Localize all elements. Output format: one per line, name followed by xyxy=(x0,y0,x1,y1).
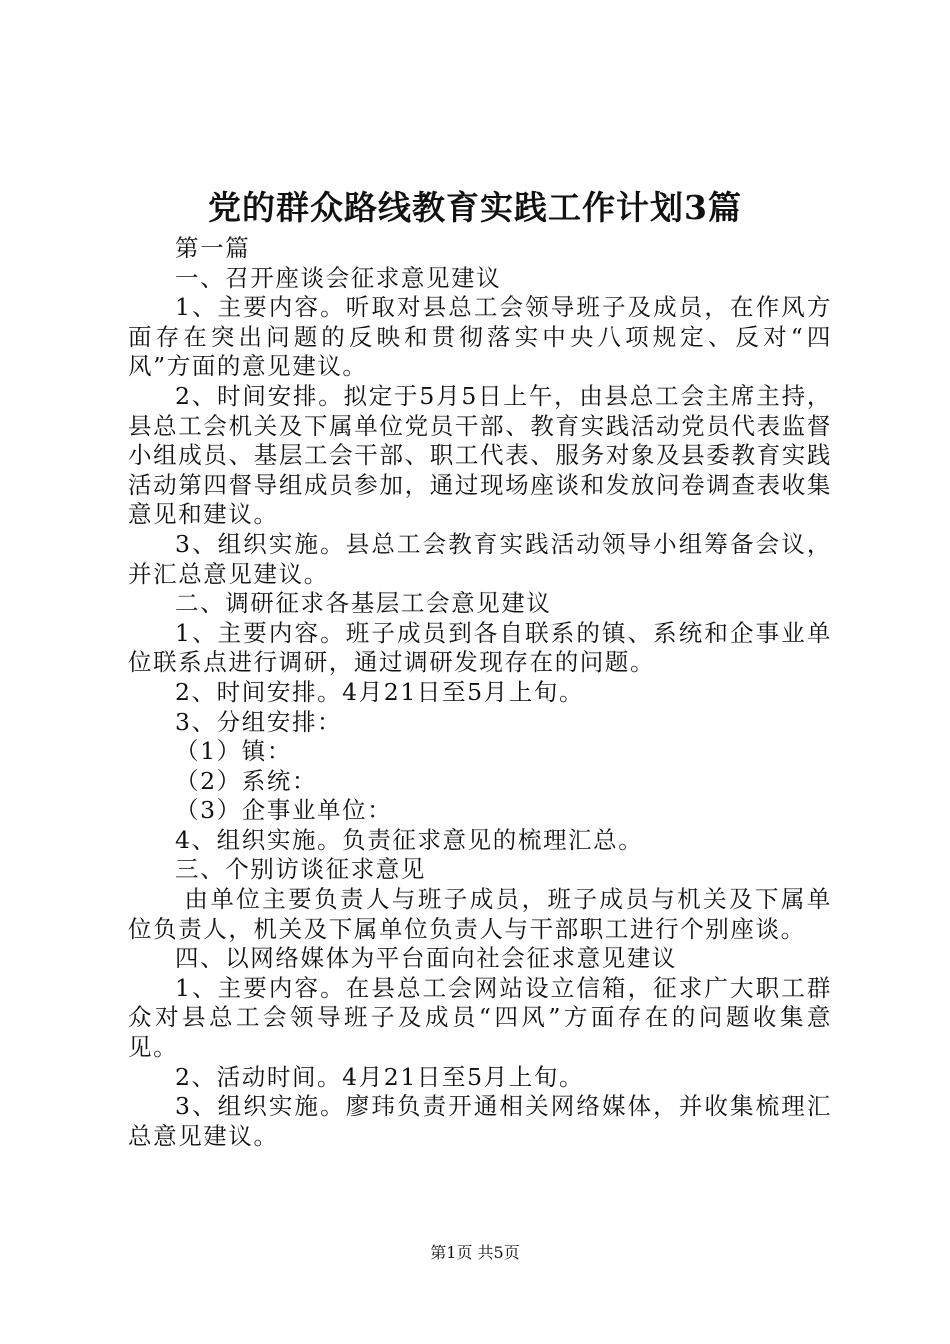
paragraph: 2、活动时间。4月21日至5月上旬。 xyxy=(175,1062,585,1091)
paragraph: 3、组织实施。廖玮负责开通相关网络媒体，并收集梳理汇总意见建议。 xyxy=(128,1092,832,1150)
paragraph-sub-item: （2）系统： xyxy=(175,766,318,795)
paragraph-heading-1: 一、召开座谈会征求意见建议 xyxy=(175,263,502,292)
paragraph: 2、时间安排。拟定于5月5日上午，由县总工会主席主持，县总工会机关及下属单位党员干部、教育实践活动党员代表监督小组成员、基层工会干部、职工代表、服务对象及县委教育实践活动第四督导组成员参加，通过现场座谈和发放问卷调查表收集意见和建议。 xyxy=(128,381,832,529)
paragraph-sub-item: （1）镇： xyxy=(175,737,292,766)
paragraph: 3、组织实施。县总工会教育实践活动领导小组筹备会议，并汇总意见建议。 xyxy=(128,529,832,588)
document-body xyxy=(128,234,832,1151)
paragraph: 1、主要内容。在县总工会网站设立信箱，征求广大职工群众对县总工会领导班子及成员“四风”方面存在的问题收集意见。 xyxy=(128,973,832,1062)
paragraph: 由单位主要负责人与班子成员，班子成员与机关及下属单位负责人，机关及下属单位负责人与干部职工进行个别座谈。 xyxy=(128,885,832,943)
paragraph-heading-3: 三、个别访谈征求意见 xyxy=(175,855,426,884)
paragraph-sub-item: （3）企事业单位： xyxy=(175,796,393,825)
paragraph: 2、时间安排。4月21日至5月上旬。 xyxy=(175,677,585,706)
paragraph: 3、分组安排： xyxy=(175,707,343,736)
paragraph: 4、组织实施。负责征求意见的梳理汇总。 xyxy=(175,825,644,854)
paragraph-section-heading: 第一篇 xyxy=(175,234,251,262)
paragraph-heading-4: 四、以网络媒体为平台面向社会征求意见建议 xyxy=(175,944,677,973)
paragraph-heading-2: 二、调研征求各基层工会意见建议 xyxy=(175,589,552,618)
document-title: 党的群众路线教育实践工作计划3篇 xyxy=(208,188,742,227)
paragraph: 1、主要内容。班子成员到各自联系的镇、系统和企事业单位联系点进行调研，通过调研发现存在的问题。 xyxy=(128,618,832,677)
page-number-footer: 第1页 共5页 xyxy=(430,1243,520,1262)
paragraph: 1、主要内容。听取对县总工会领导班子及成员，在作风方面存在突出问题的反映和贯彻落实中央八项规定、反对“四风”方面的意见建议。 xyxy=(128,293,832,381)
